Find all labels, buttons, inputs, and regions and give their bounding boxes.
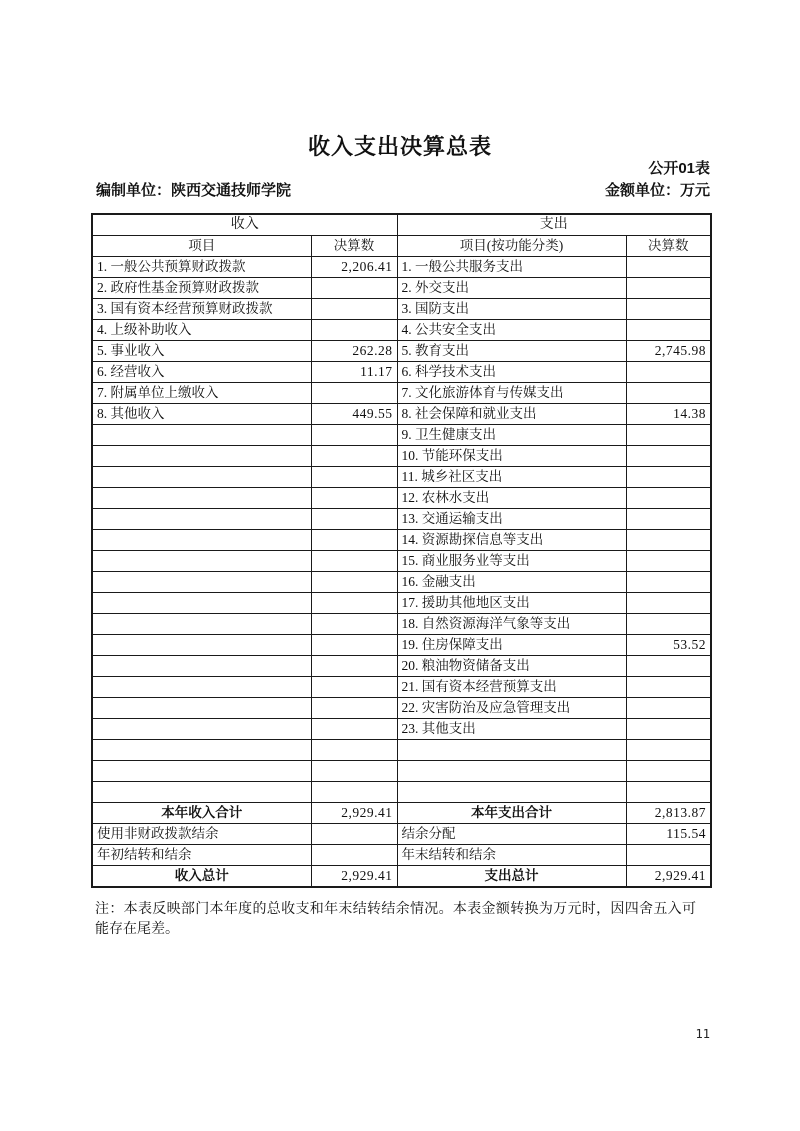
expense-amount-cell bbox=[626, 278, 711, 299]
income-amount-cell: 2,206.41 bbox=[311, 257, 397, 278]
income-amount-cell: 262.28 bbox=[311, 341, 397, 362]
expense-item-cell: 16. 金融支出 bbox=[397, 572, 626, 593]
page-title: 收入支出决算总表 bbox=[307, 134, 492, 159]
table-row bbox=[92, 656, 711, 677]
table-code-label: 公开01表 bbox=[648, 160, 710, 177]
expense-item-cell: 3. 国防支出 bbox=[397, 299, 626, 320]
income-amount-cell bbox=[311, 278, 397, 299]
expense-amount-cell: 14.38 bbox=[626, 404, 711, 425]
table-row bbox=[92, 446, 711, 467]
income-amount-cell: 449.55 bbox=[311, 404, 397, 425]
income-item-cell bbox=[92, 677, 311, 698]
expense-amount-cell bbox=[626, 782, 711, 803]
income-amount-cell: 2,929.41 bbox=[311, 866, 397, 888]
expense-item-cell: 18. 自然资源海洋气象等支出 bbox=[397, 614, 626, 635]
income-item-cell bbox=[92, 656, 311, 677]
table-row bbox=[92, 509, 711, 530]
expense-amount-cell bbox=[626, 446, 711, 467]
expense-amount-cell bbox=[626, 593, 711, 614]
table-row bbox=[92, 698, 711, 719]
table-row bbox=[92, 761, 711, 782]
expense-item-cell: 支出总计 bbox=[397, 866, 626, 888]
income-item-cell bbox=[92, 761, 311, 782]
table-row bbox=[92, 824, 711, 845]
expense-amount-cell bbox=[626, 761, 711, 782]
expense-amount-cell bbox=[626, 677, 711, 698]
table-row bbox=[92, 530, 711, 551]
table-row bbox=[92, 866, 711, 888]
income-amount-column-header: 决算数 bbox=[311, 236, 397, 257]
income-item-cell bbox=[92, 698, 311, 719]
expense-amount-cell: 2,745.98 bbox=[626, 341, 711, 362]
table-row bbox=[92, 677, 711, 698]
income-item-column-header: 项目 bbox=[92, 236, 311, 257]
income-item-cell bbox=[92, 446, 311, 467]
income-item-cell bbox=[92, 740, 311, 761]
expense-amount-cell bbox=[626, 740, 711, 761]
income-amount-cell bbox=[311, 740, 397, 761]
expense-amount-cell: 2,929.41 bbox=[626, 866, 711, 888]
table-row bbox=[92, 383, 711, 404]
expense-amount-cell bbox=[626, 425, 711, 446]
expense-item-cell bbox=[397, 740, 626, 761]
income-amount-cell bbox=[311, 677, 397, 698]
expense-item-cell: 21. 国有资本经营预算支出 bbox=[397, 677, 626, 698]
income-amount-cell bbox=[311, 320, 397, 341]
income-item-cell bbox=[92, 551, 311, 572]
income-amount-cell bbox=[311, 530, 397, 551]
income-amount-cell: 11.17 bbox=[311, 362, 397, 383]
expense-item-cell: 17. 援助其他地区支出 bbox=[397, 593, 626, 614]
income-item-cell: 使用非财政拨款结余 bbox=[92, 824, 311, 845]
table-row bbox=[92, 425, 711, 446]
income-item-cell: 8. 其他收入 bbox=[92, 404, 311, 425]
expense-amount-cell bbox=[626, 488, 711, 509]
income-amount-cell bbox=[311, 698, 397, 719]
income-amount-cell bbox=[311, 509, 397, 530]
income-amount-cell bbox=[311, 845, 397, 866]
expense-item-cell: 结余分配 bbox=[397, 824, 626, 845]
income-item-cell: 收入总计 bbox=[92, 866, 311, 888]
expense-amount-cell bbox=[626, 614, 711, 635]
expense-amount-cell bbox=[626, 551, 711, 572]
expense-amount-cell bbox=[626, 320, 711, 341]
expense-item-cell: 4. 公共安全支出 bbox=[397, 320, 626, 341]
income-amount-cell bbox=[311, 614, 397, 635]
table-row bbox=[92, 257, 711, 278]
income-item-cell bbox=[92, 614, 311, 635]
table-row bbox=[92, 278, 711, 299]
expense-amount-cell: 2,813.87 bbox=[626, 803, 711, 824]
expense-item-cell: 8. 社会保障和就业支出 bbox=[397, 404, 626, 425]
table-row bbox=[92, 362, 711, 383]
income-amount-cell bbox=[311, 425, 397, 446]
income-amount-cell bbox=[311, 635, 397, 656]
expense-amount-cell bbox=[626, 383, 711, 404]
income-amount-cell bbox=[311, 446, 397, 467]
income-item-cell: 年初结转和结余 bbox=[92, 845, 311, 866]
income-section-header: 收入 bbox=[92, 214, 397, 236]
expense-item-cell: 15. 商业服务业等支出 bbox=[397, 551, 626, 572]
income-item-cell bbox=[92, 593, 311, 614]
income-amount-cell bbox=[311, 824, 397, 845]
income-amount-cell: 2,929.41 bbox=[311, 803, 397, 824]
income-item-cell bbox=[92, 530, 311, 551]
table-row bbox=[92, 614, 711, 635]
meta-row bbox=[96, 179, 710, 200]
expense-item-cell: 年末结转和结余 bbox=[397, 845, 626, 866]
table-row bbox=[92, 803, 711, 824]
expense-item-cell: 12. 农林水支出 bbox=[397, 488, 626, 509]
income-item-cell: 5. 事业收入 bbox=[92, 341, 311, 362]
expense-item-cell: 11. 城乡社区支出 bbox=[397, 467, 626, 488]
expense-amount-cell bbox=[626, 509, 711, 530]
table-row bbox=[92, 320, 711, 341]
table-row bbox=[92, 782, 711, 803]
prepared-by-label: 编制单位：陕西交通技师学院 bbox=[96, 182, 292, 199]
expense-amount-cell: 115.54 bbox=[626, 824, 711, 845]
expense-amount-cell bbox=[626, 698, 711, 719]
income-item-cell: 3. 国有资本经营预算财政拨款 bbox=[92, 299, 311, 320]
income-item-cell bbox=[92, 509, 311, 530]
expense-item-cell: 2. 外交支出 bbox=[397, 278, 626, 299]
expense-item-cell: 本年支出合计 bbox=[397, 803, 626, 824]
footnote: 注：本表反映部门本年度的总收支和年末结转结余情况。本表金额转换为万元时，因四舍五入可能存在尾差。 bbox=[95, 902, 696, 937]
table-row bbox=[92, 593, 711, 614]
expense-item-column-header: 项目(按功能分类) bbox=[397, 236, 626, 257]
income-amount-cell bbox=[311, 383, 397, 404]
income-item-cell: 7. 附属单位上缴收入 bbox=[92, 383, 311, 404]
table-row bbox=[92, 635, 711, 656]
income-amount-cell bbox=[311, 488, 397, 509]
expense-item-cell: 5. 教育支出 bbox=[397, 341, 626, 362]
budget-summary-table bbox=[91, 213, 712, 888]
expense-item-cell: 6. 科学技术支出 bbox=[397, 362, 626, 383]
income-amount-cell bbox=[311, 593, 397, 614]
table-row bbox=[92, 299, 711, 320]
expense-item-cell bbox=[397, 761, 626, 782]
expense-item-cell: 23. 其他支出 bbox=[397, 719, 626, 740]
expense-item-cell: 9. 卫生健康支出 bbox=[397, 425, 626, 446]
income-item-cell: 4. 上级补助收入 bbox=[92, 320, 311, 341]
amount-unit-label: 金额单位：万元 bbox=[604, 182, 710, 199]
page-number: 11 bbox=[695, 1027, 710, 1041]
income-item-cell bbox=[92, 425, 311, 446]
income-amount-cell bbox=[311, 299, 397, 320]
table-row bbox=[92, 551, 711, 572]
income-item-cell: 6. 经营收入 bbox=[92, 362, 311, 383]
income-item-cell bbox=[92, 782, 311, 803]
table-row bbox=[92, 467, 711, 488]
expense-item-cell: 22. 灾害防治及应急管理支出 bbox=[397, 698, 626, 719]
income-item-cell bbox=[92, 719, 311, 740]
expense-amount-cell bbox=[626, 257, 711, 278]
income-item-cell bbox=[92, 572, 311, 593]
income-amount-cell bbox=[311, 719, 397, 740]
income-amount-cell bbox=[311, 761, 397, 782]
expense-amount-cell bbox=[626, 656, 711, 677]
expense-item-cell: 19. 住房保障支出 bbox=[397, 635, 626, 656]
expense-amount-cell bbox=[626, 719, 711, 740]
expense-amount-column-header: 决算数 bbox=[626, 236, 711, 257]
income-item-cell: 1. 一般公共预算财政拨款 bbox=[92, 257, 311, 278]
expense-amount-cell bbox=[626, 530, 711, 551]
expense-item-cell: 10. 节能环保支出 bbox=[397, 446, 626, 467]
table-row bbox=[92, 719, 711, 740]
table-row bbox=[92, 845, 711, 866]
expense-amount-cell bbox=[626, 572, 711, 593]
table-body bbox=[92, 257, 711, 888]
income-item-cell: 2. 政府性基金预算财政拨款 bbox=[92, 278, 311, 299]
expense-item-cell bbox=[397, 782, 626, 803]
expense-item-cell: 20. 粮油物资储备支出 bbox=[397, 656, 626, 677]
income-item-cell bbox=[92, 467, 311, 488]
section-header-row bbox=[92, 214, 711, 236]
income-amount-cell bbox=[311, 782, 397, 803]
expense-item-cell: 7. 文化旅游体育与传媒支出 bbox=[397, 383, 626, 404]
table-row bbox=[92, 404, 711, 425]
income-amount-cell bbox=[311, 551, 397, 572]
expense-amount-cell bbox=[626, 362, 711, 383]
expense-item-cell: 1. 一般公共服务支出 bbox=[397, 257, 626, 278]
income-amount-cell bbox=[311, 467, 397, 488]
expense-item-cell: 14. 资源勘探信息等支出 bbox=[397, 530, 626, 551]
expense-amount-cell bbox=[626, 467, 711, 488]
income-amount-cell bbox=[311, 572, 397, 593]
table-row bbox=[92, 341, 711, 362]
expense-amount-cell bbox=[626, 845, 711, 866]
expense-section-header: 支出 bbox=[397, 214, 711, 236]
table-row bbox=[92, 572, 711, 593]
income-item-cell bbox=[92, 488, 311, 509]
table-row bbox=[92, 740, 711, 761]
income-item-cell bbox=[92, 635, 311, 656]
expense-amount-cell bbox=[626, 299, 711, 320]
table-row bbox=[92, 488, 711, 509]
income-item-cell: 本年收入合计 bbox=[92, 803, 311, 824]
expense-amount-cell: 53.52 bbox=[626, 635, 711, 656]
expense-item-cell: 13. 交通运输支出 bbox=[397, 509, 626, 530]
income-amount-cell bbox=[311, 656, 397, 677]
column-header-row bbox=[92, 236, 711, 257]
